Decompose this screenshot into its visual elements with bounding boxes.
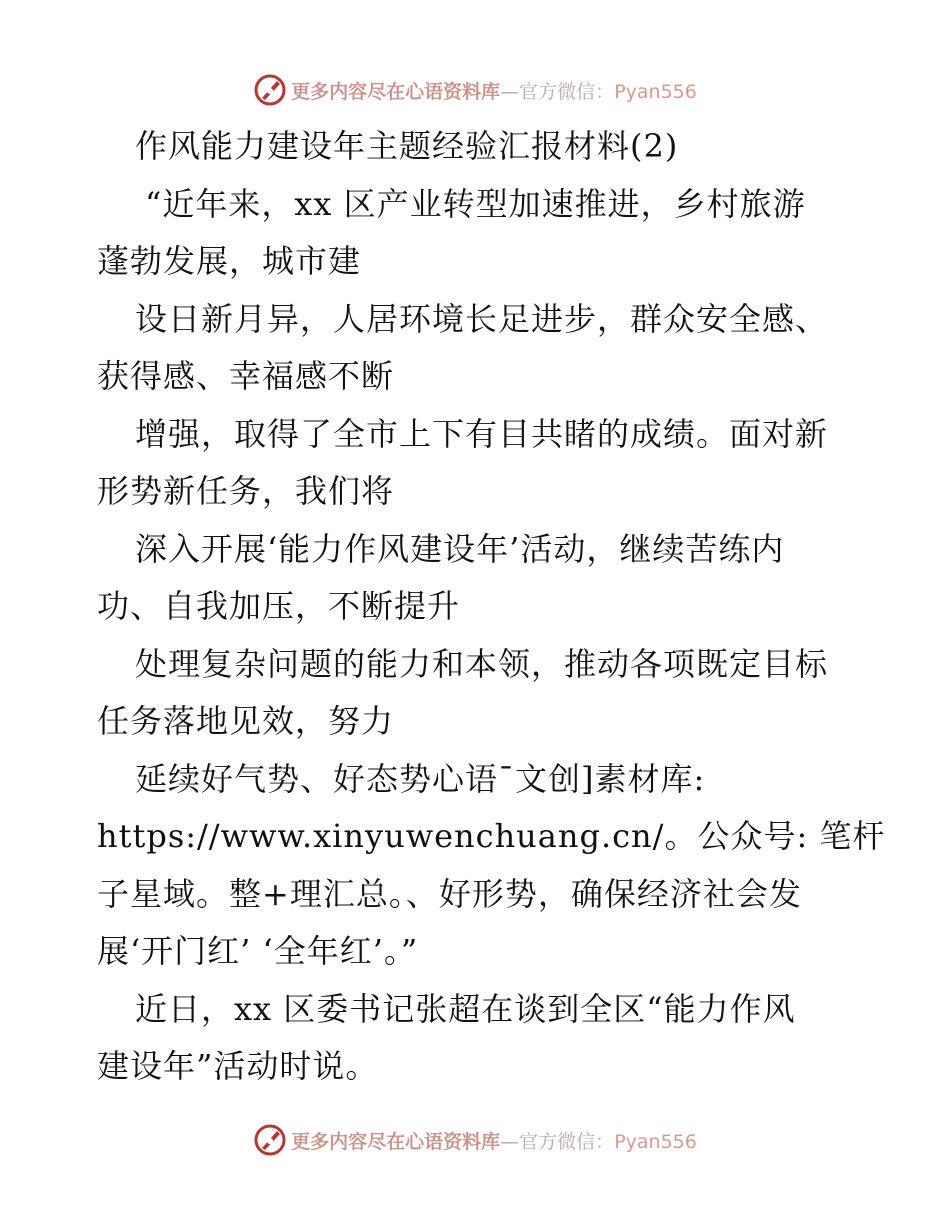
paragraph-line: 近日，xx 区委书记张超在谈到全区“能力作风 bbox=[135, 989, 796, 1028]
feather-pen-logo-icon bbox=[253, 73, 287, 107]
paragraph-line: 处理复杂问题的能力和本领，推动各项既定目标 bbox=[135, 644, 829, 683]
paragraph-line: 蓬勃发展，城市建 bbox=[97, 242, 362, 280]
watermark-brand: 更多内容尽在心语资料库 bbox=[291, 1130, 501, 1153]
header-watermark bbox=[0, 70, 950, 110]
watermark-text bbox=[291, 77, 697, 104]
footer-watermark bbox=[0, 1120, 950, 1160]
paragraph-line-url: https://www.xinyuwenchuang.cn/。公众号: 笔杆 bbox=[97, 817, 886, 855]
paragraph-line: 形势新任务，我们将 bbox=[97, 472, 395, 510]
watermark-official-label: 官方微信： bbox=[519, 1130, 615, 1153]
watermark-official-label: 官方微信： bbox=[519, 80, 615, 103]
feather-pen-logo-icon bbox=[253, 1123, 287, 1157]
watermark-brand: 更多内容尽在心语资料库 bbox=[291, 80, 501, 103]
paragraph-line: 设日新月异，人居环境长足进步，群众安全感、 bbox=[135, 299, 829, 338]
paragraph-line: 任务落地见效，努力 bbox=[97, 702, 395, 740]
paragraph-line: 功、自我加压，不断提升 bbox=[97, 587, 461, 625]
document-body bbox=[97, 118, 886, 1096]
watermark-separator: — bbox=[500, 1130, 520, 1153]
paragraph-line: 增强，取得了全市上下有目共睹的成绩。面对新 bbox=[135, 414, 829, 453]
paragraph-line: 深入开展‘能力作风建设年’活动，继续苦练内 bbox=[135, 529, 785, 568]
paragraph-line: 建设年”活动时说。 bbox=[97, 1047, 379, 1085]
paragraph-line: 延续好气势、好态势心语¯文创]素材库: bbox=[135, 759, 706, 798]
paragraph-line: 子星域。整+理汇总。、好形势，确保经济社会发 bbox=[97, 874, 802, 913]
document-title: 作风能力建设年主题经验汇报材料(2) bbox=[135, 127, 679, 165]
watermark-wechat-id: Pyan556 bbox=[614, 80, 697, 103]
watermark-wechat-id: Pyan556 bbox=[614, 1130, 697, 1153]
watermark-separator: — bbox=[500, 80, 520, 103]
paragraph-line: “近年来，xx 区产业转型加速推进，乡村旅游 bbox=[145, 184, 806, 223]
paragraph-line: 获得感、幸福感不断 bbox=[97, 357, 395, 395]
watermark-text bbox=[291, 1127, 697, 1154]
paragraph-line: 展‘开门红’ ‘全年红’。” bbox=[97, 932, 419, 970]
